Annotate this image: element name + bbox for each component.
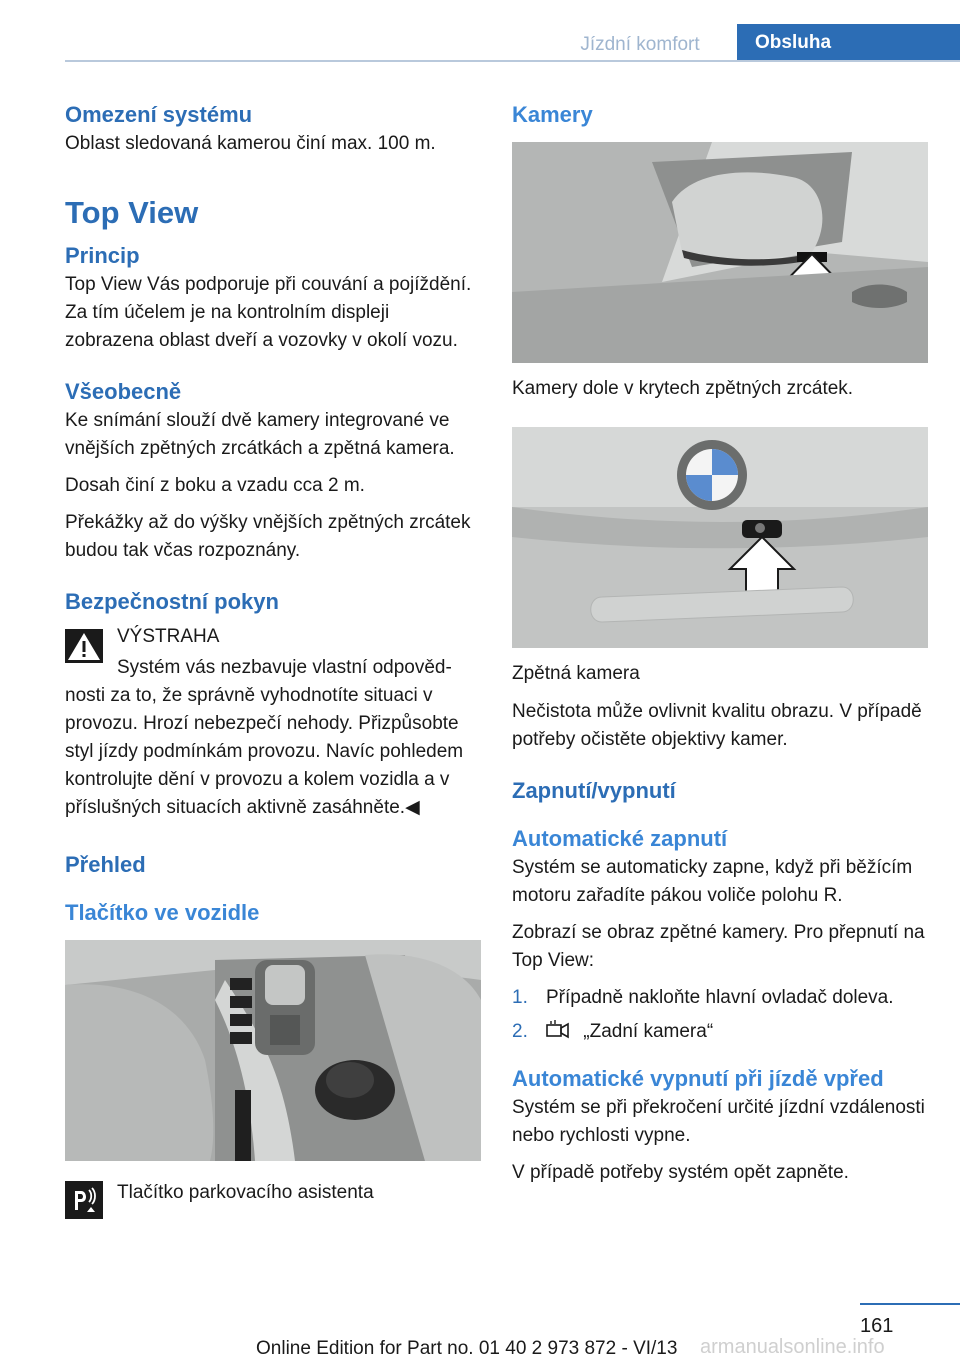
dirt-text: Nečistota může ovlivnit kvalitu obrazu. V případě potřeby očistěte objektivy kamer. (512, 701, 922, 750)
auto-on-text-2: Zobrazí se obraz zpětné kamery. Pro přepnutí na Top View: (512, 922, 925, 971)
mirror-photo (512, 142, 928, 363)
step-text: Případně nakloňte hlavní ovladač doleva. (546, 987, 894, 1008)
warning-text: Systém vás nezbavuje vlastní odpovědnosti za to, že správně vyhodnotíte situaci v provozu. Hrozí nebezpečí nehody. Přizpůsobte styl jízdy podmínkám provozu. Navíc pohledem kontrolujte dění v provozu a kolem vozidla a v příslušných situacích aktivně zasáhněte.◀ (65, 657, 464, 818)
general-heading: Všeobecně (65, 379, 182, 404)
button-caption-row (65, 1179, 481, 1221)
console-photo (65, 940, 481, 1161)
mirror-caption: Kamery dole v krytech zpětných zrcátek. (512, 378, 854, 399)
header-section-tab: Jízdní komfort (580, 34, 700, 55)
page-title: Top View (65, 195, 199, 230)
safety-heading: Bezpečnostní pokyn (65, 589, 279, 614)
header-rule (65, 60, 960, 62)
general-text-2: Dosah činí z boku a vzadu cca 2 m. (65, 475, 365, 496)
step-text: „Zadní kamera“ (583, 1021, 714, 1042)
principle-text: Top View Vás podporuje při couvání a pojíždění. Za tím účelem je na kontrolním displeji zobrazena oblast dveří a vozovky v okolí vozu. (65, 274, 472, 351)
page-number: 161 (860, 1315, 894, 1337)
step-number: 2. (512, 1021, 528, 1042)
auto-off-text-2: V případě potřeby systém opět zapněte. (512, 1162, 849, 1183)
warning-block (65, 623, 481, 822)
limits-text: Oblast sledovaná kamerou činí max. 100 m. (65, 133, 436, 154)
camera-icon (546, 1020, 570, 1040)
auto-off-text-1: Systém se při překročení určité jízdní vzdálenosti nebo rychlosti vypne. (512, 1097, 925, 1146)
limits-heading: Omezení systému (65, 102, 253, 127)
cameras-heading: Kamery (512, 102, 593, 127)
footer-rule (860, 1303, 960, 1305)
general-text-1: Ke snímání slouží dvě kamery integrované ve vnějších zpětných zrcátkách a zpětná kamera. (65, 410, 455, 459)
left-column (65, 100, 481, 1221)
onoff-heading: Zapnutí/vypnutí (512, 778, 676, 803)
rear-camera-photo (512, 427, 928, 648)
right-column (512, 100, 928, 1187)
steps-list (512, 984, 928, 1046)
edition-line: Online Edition for Part no. 01 40 2 973 872 - VI/13 (256, 1338, 678, 1359)
rear-caption: Zpětná kamera (512, 663, 640, 684)
warning-triangle-icon (65, 629, 103, 663)
list-item (512, 1018, 928, 1046)
button-caption: Tlačítko parkovacího asistenta (117, 1182, 374, 1203)
overview-heading: Přehled (65, 852, 146, 877)
general-text-3: Překážky až do výšky vnějších zpětných zrcátek budou tak včas rozpoznány. (65, 512, 471, 561)
auto-on-heading: Automatické zapnutí (512, 826, 728, 851)
button-heading: Tlačítko ve vozidle (65, 900, 260, 925)
warning-title: VÝSTRAHA (117, 626, 220, 647)
auto-off-heading: Automatické vypnutí při jízdě vpřed (512, 1066, 884, 1091)
park-assist-icon (65, 1181, 103, 1219)
header-chapter-tab: Obsluha (737, 24, 960, 62)
list-item (512, 984, 928, 1012)
step-number: 1. (512, 987, 528, 1008)
auto-on-text-1: Systém se automaticky zapne, když při běžícím motoru zařadíte pákou voliče polohu R. (512, 857, 913, 906)
principle-heading: Princip (65, 243, 140, 268)
watermark: armanualsonline.info (700, 1336, 885, 1358)
